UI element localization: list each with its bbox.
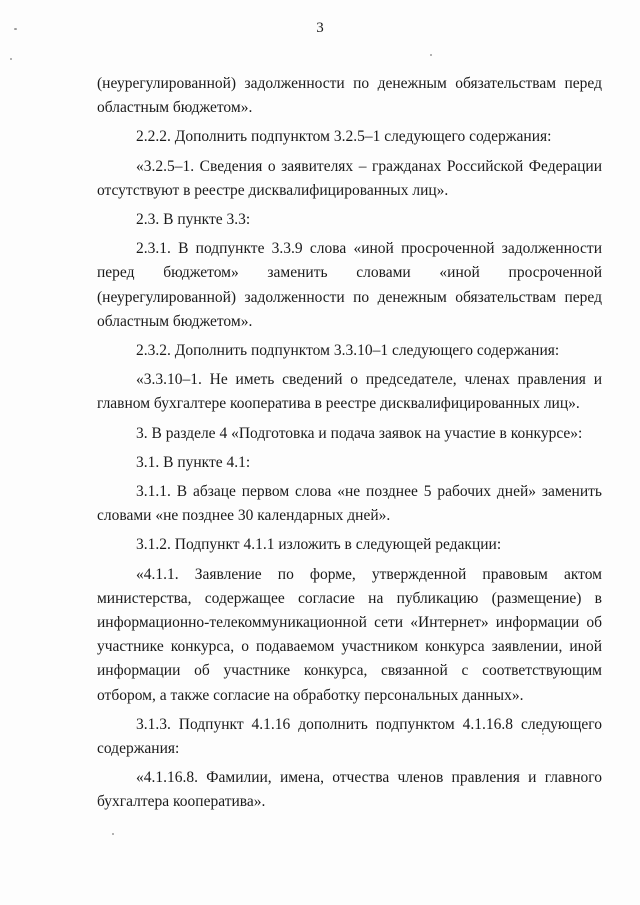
scan-speck: [542, 733, 544, 735]
scan-speck: [112, 833, 114, 835]
paragraph-3-2-5-1-text: «3.2.5–1. Сведения о заявителях – гражданах Российской Федерации отсутствуют в реестре дисквалифицированных лиц».: [97, 157, 602, 199]
paragraph-3-1-2: 3.1.2. Подпункт 4.1.1 изложить в следующей редакции:: [136, 536, 502, 554]
paragraph-continuation: (неурегулированной) задолженности по денежным обязательствам перед областным бюджетом».: [97, 75, 602, 117]
page-number: 3: [316, 20, 324, 36]
paragraph-2-3-1: 2.3.1. В подпункте 3.3.9 слова «иной просроченной задолженности перед бюджетом» заменить словами «иной просроченной (неурегулированной) задолженности по денежным обязательствам перед областным бюджетом».: [97, 240, 602, 330]
paragraph-4-1-16-8-text: «4.1.16.8. Фамилии, имена, отчества членов правления и главного бухгалтера кооператива».: [97, 769, 602, 811]
paragraph-3-1: 3.1. В пункте 4.1:: [136, 453, 251, 471]
paragraph-3-3-10-1-text: «3.3.10–1. Не иметь сведений о председателе, членах правления и главном бухгалтере кооператива в реестре дисквалифицированных лиц».: [97, 371, 602, 413]
paragraph-3-1-1: 3.1.1. В абзаце первом слова «не позднее 5 рабочих дней» заменить словами «не позднее 30 календарных дней».: [97, 483, 602, 525]
scan-speck: [14, 28, 17, 30]
paragraph-2-3-2: 2.3.2. Дополнить подпунктом 3.3.10–1 следующего содержания:: [136, 342, 560, 360]
paragraph-3: 3. В разделе 4 «Подготовка и подача заявок на участие в конкурсе»:: [136, 424, 583, 442]
scan-speck: [10, 58, 12, 60]
document-body: [97, 72, 602, 820]
paragraph-2-3: 2.3. В пункте 3.3:: [136, 211, 251, 229]
paragraph-2-2-2: 2.2.2. Дополнить подпунктом 3.2.5–1 следующего содержания:: [136, 128, 552, 146]
paragraph-4-1-1-text: «4.1.1. Заявление по форме, утвержденной правовым актом министерства, содержащее согласие на публикацию (размещение) в информационно-телекоммуникационной сети «Интернет» информации об участнике конкурса, о подаваемом участником конкурса заявлении, иной информации об участнике конкурса, связанной с соответствующим отбором, а также согласие на обработку персональных данных».: [97, 565, 602, 704]
scan-speck: [430, 54, 432, 56]
paragraph-3-1-3: 3.1.3. Подпункт 4.1.16 дополнить подпунктом 4.1.16.8 следующего содержания:: [97, 715, 602, 758]
